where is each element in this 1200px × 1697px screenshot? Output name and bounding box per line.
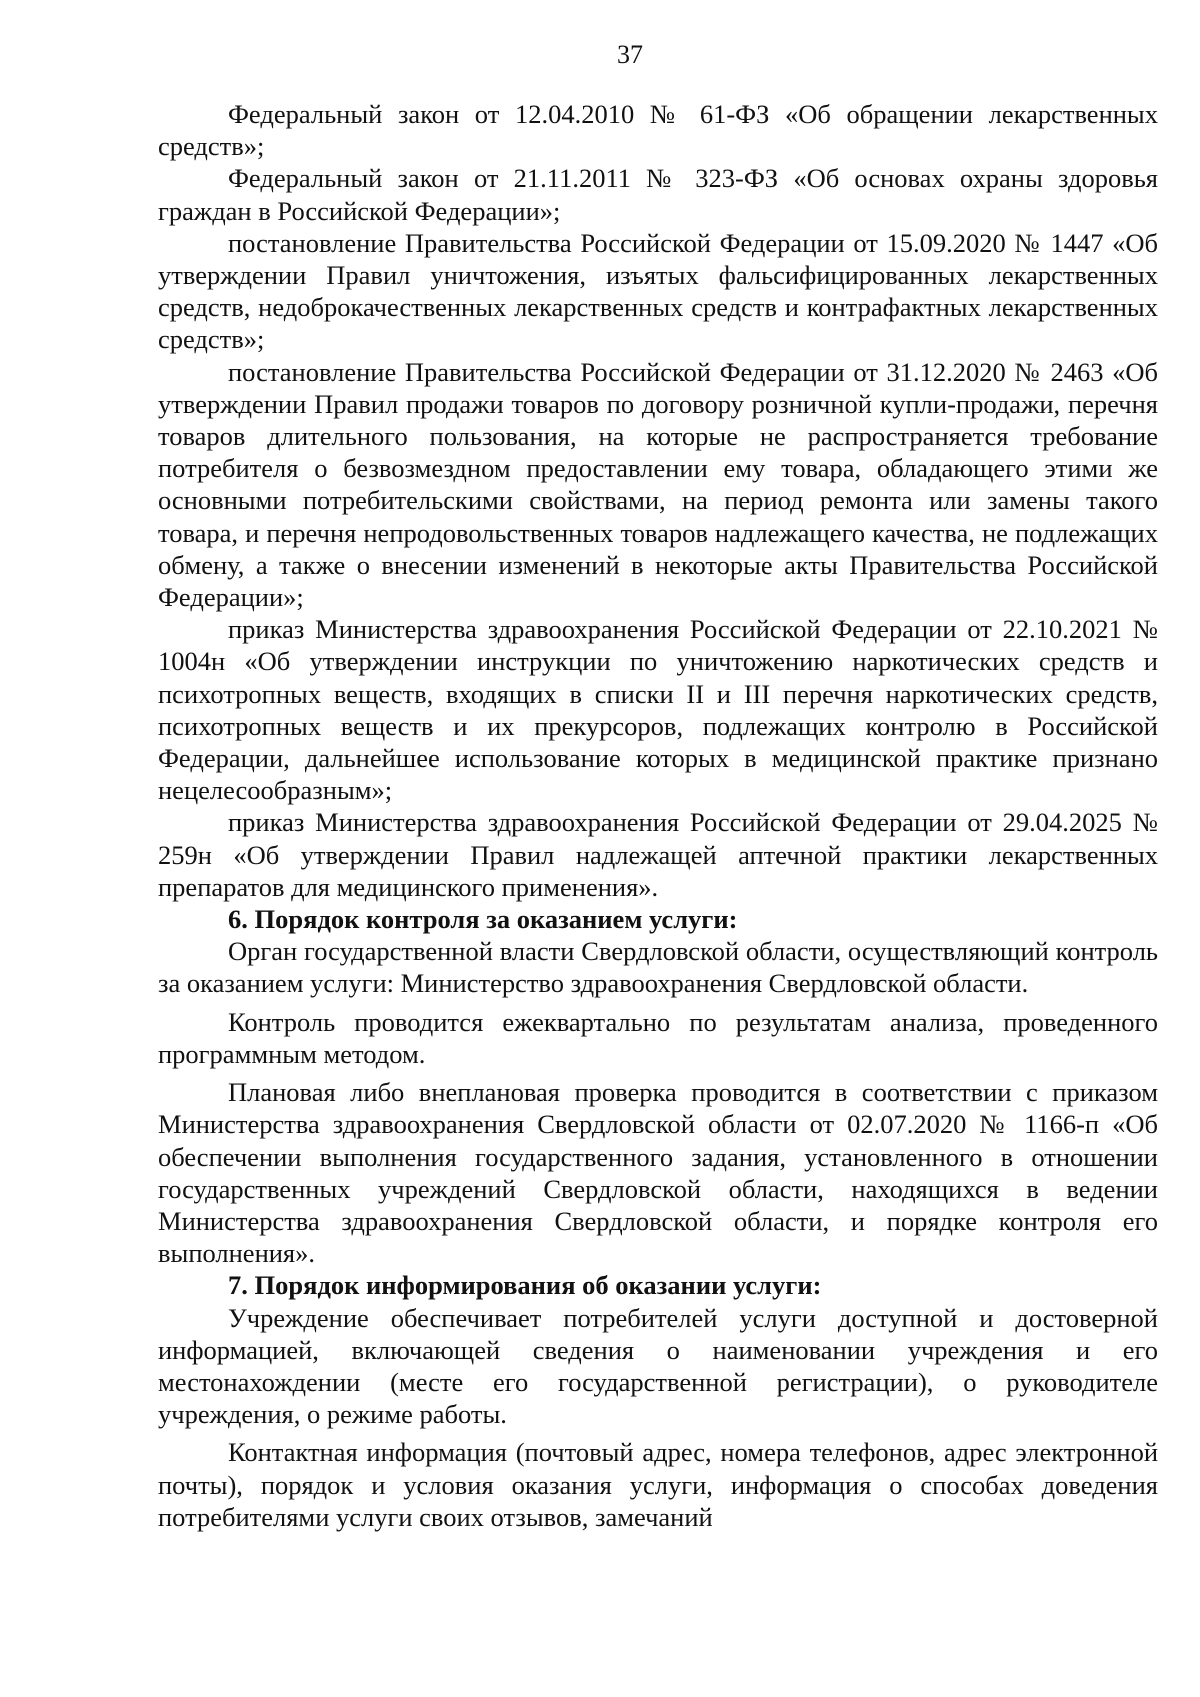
paragraph-law-61fz: Федеральный закон от 12.04.2010 № 61-ФЗ «Об обращении лекарственных средств»; xyxy=(158,99,1158,162)
section-7-paragraph: Контактная информация (почтовый адрес, номера телефонов, адрес электронной почты), порядок и условия оказания услуги, информация о способах доведения потребителями услуги своих отзывов, замечаний xyxy=(158,1437,1158,1532)
section-6-paragraph: Орган государственной власти Свердловской области, осуществляющий контроль за оказанием услуги: Министерство здравоохранения Свердловской области. xyxy=(158,936,1158,999)
paragraph-order-259n: приказ Министерства здравоохранения Российской Федерации от 29.04.2025 № 259н «Об утверждении Правил надлежащей аптечной практики лекарственных препаратов для медицинского применения». xyxy=(158,807,1158,902)
paragraph-resolution-2463: постановление Правительства Российской Федерации от 31.12.2020 № 2463 «Об утверждении Правил продажи товаров по договору розничной купли-продажи, перечня товаров длительного пользования, на которые не распространяется требование потребителя о безвозмездном предоставлении ему товара, обладающего этими же основными потребительскими свойствами, на период ремонта или замены такого товара, и перечня непродовольственных товаров надлежащего качества, не подлежащих обмену, а также о внесении изменений в некоторые акты Правительства Российской Федерации»; xyxy=(158,356,1158,613)
section-7-heading: 7. Порядок информирования об оказании услуги: xyxy=(228,1270,822,1301)
paragraph-resolution-1447: постановление Правительства Российской Федерации от 15.09.2020 № 1447 «Об утверждении Правил уничтожения, изъятых фальсифицированных лекарственных средств, недоброкачественных лекарственных средств и контрафактных лекарственных средств»; xyxy=(158,227,1158,355)
section-6-paragraph: Контроль проводится ежеквартально по результатам анализа, проведенного программным методом. xyxy=(158,1006,1158,1069)
paragraph-order-1004n: приказ Министерства здравоохранения Российской Федерации от 22.10.2021 № 1004н «Об утверждении инструкции по уничтожению наркотических средств и психотропных веществ, входящих в списки II и III перечня наркотических средств, психотропных веществ и их прекурсоров, подлежащих контролю в Российской Федерации, дальнейшее использование которых в медицинской практике признано нецелесообразным»; xyxy=(158,614,1158,806)
page-number: 37 xyxy=(617,40,643,69)
paragraph-law-323fz: Федеральный закон от 21.11.2011 № 323-ФЗ «Об основах охраны здоровья граждан в Российской Федерации»; xyxy=(158,163,1158,226)
section-7-paragraph: Учреждение обеспечивает потребителей услуги доступной и достоверной информацией, включающей сведения о наименовании учреждения и его местонахождении (месте его государственной регистрации), о руководителе учреждения, о режиме работы. xyxy=(158,1302,1158,1430)
section-6-heading: 6. Порядок контроля за оказанием услуги: xyxy=(228,904,738,935)
document-body xyxy=(158,98,1158,1533)
section-6-paragraph: Плановая либо внеплановая проверка проводится в соответствии с приказом Министерства здравоохранения Свердловской области от 02.07.2020 № 1166-п «Об обеспечении выполнения государственного задания, установленного в отношении государственных учреждений Свердловской области, находящихся в ведении Министерства здравоохранения Свердловской области, и порядке контроля его выполнения». xyxy=(158,1077,1158,1269)
